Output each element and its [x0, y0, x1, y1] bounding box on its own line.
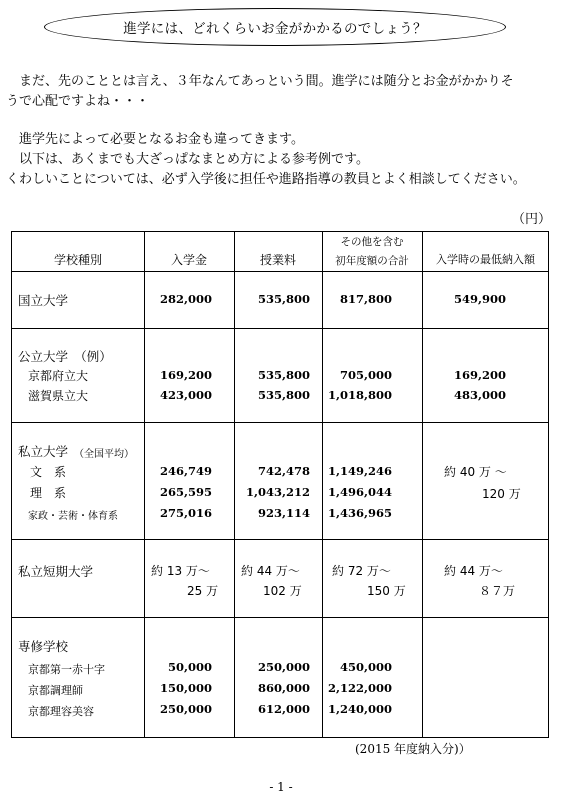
vocational-row-1-tuition: 250,000: [257, 660, 310, 674]
vocational-row-3-admission: 250,000: [159, 702, 212, 716]
column-divider: [422, 232, 423, 737]
intro-paragraph-1-line-2: うで心配ですよね・・・: [6, 94, 150, 109]
vocational-row-1-label: 京都第一赤十字: [28, 663, 105, 676]
header-total-line-2: 初年度額の合計: [335, 255, 409, 267]
header-admission: 入学金: [170, 253, 207, 267]
private-row-1-admission: 246,749: [159, 464, 212, 478]
private-row-1-total: 1,149,246: [327, 464, 392, 478]
row-divider: [12, 617, 548, 618]
public-row-1-tuition: 535,800: [257, 368, 310, 382]
private-row-3-tuition: 923,114: [257, 506, 310, 520]
row-divider: [12, 539, 548, 540]
vocational-row-2-tuition: 860,000: [257, 681, 310, 695]
junior-tuition-line-2: 102 万: [263, 584, 302, 598]
page-number: - 1 -: [269, 780, 293, 794]
vocational-row-3-tuition: 612,000: [257, 702, 310, 716]
column-divider: [322, 232, 323, 737]
private-row-1-label: 文 系: [30, 465, 67, 479]
junior-admission-line-1: 約 13 万～: [151, 564, 210, 578]
national-total: 817,800: [339, 292, 392, 306]
national-minimum: 549,900: [453, 292, 506, 306]
vocational-row-3-total: 1,240,000: [327, 702, 392, 716]
public-row-1-total: 705,000: [339, 368, 392, 382]
cost-table: [11, 231, 549, 738]
public-row-2-total: 1,018,800: [327, 388, 392, 402]
private-row-2-tuition: 1,043,212: [245, 485, 310, 499]
row-vocational-label: 専修学校: [18, 639, 69, 654]
fiscal-year-note: (2015 年度納入分)）: [355, 742, 471, 756]
private-row-2-admission: 265,595: [159, 485, 212, 499]
junior-total-line-1: 約 72 万～: [332, 564, 391, 578]
private-row-3-label: 家政・芸術・体育系: [28, 511, 118, 522]
junior-total-line-2: 150 万: [367, 584, 406, 598]
intro-paragraph-1-line-1: まだ、先のこととは言え、３年なんてあっという間。進学には随分とお金がかかりそ: [6, 74, 514, 89]
row-public-label: 公立大学 （例）: [18, 349, 112, 364]
public-row-1-label: 京都府立大: [28, 369, 89, 383]
public-row-2-label: 滋賀県立大: [28, 389, 89, 403]
row-private-label: 私立大学: [18, 444, 69, 459]
junior-tuition-line-1: 約 44 万～: [241, 564, 300, 578]
national-admission: 282,000: [159, 292, 212, 306]
public-row-2-admission: 423,000: [159, 388, 212, 402]
row-national-label: 国立大学: [18, 293, 69, 308]
vocational-row-2-total: 2,122,000: [327, 681, 392, 695]
private-row-2-label: 理 系: [30, 486, 67, 500]
intro-paragraph-2-line-2: 以下は、あくまでも大ざっぱなまとめ方による参考例です。: [6, 152, 369, 167]
intro-paragraph-2-line-3: くわしいことについては、必ず入学後に担任や進路指導の教員とよく相談してください。: [6, 172, 526, 187]
private-minimum-line-1: 約 40 万 ～: [444, 465, 507, 479]
vocational-row-2-admission: 150,000: [159, 681, 212, 695]
vocational-row-3-label: 京都理容美容: [28, 705, 94, 718]
junior-minimum-line-1: 約 44 万～: [444, 564, 503, 578]
public-row-2-minimum: 483,000: [453, 388, 506, 402]
header-school-type: 学校種別: [53, 253, 102, 267]
private-row-1-tuition: 742,478: [257, 464, 310, 478]
junior-minimum-line-2: ８７万: [479, 584, 516, 598]
private-minimum-line-2: 120 万: [482, 487, 521, 501]
public-row-1-admission: 169,200: [159, 368, 212, 382]
public-row-2-tuition: 535,800: [257, 388, 310, 402]
vocational-row-1-total: 450,000: [339, 660, 392, 674]
row-divider: [12, 422, 548, 423]
intro-paragraph-2-line-1: 進学先によって必要となるお金も違ってきます。: [6, 132, 304, 147]
private-row-2-total: 1,496,044: [327, 485, 392, 499]
row-junior-college-label: 私立短期大学: [18, 564, 94, 579]
header-minimum: 入学時の最低納入額: [436, 253, 535, 266]
junior-admission-line-2: 25 万: [187, 584, 219, 598]
unit-label: （円）: [512, 212, 552, 227]
national-tuition: 535,800: [257, 292, 310, 306]
private-row-3-total: 1,436,965: [327, 506, 392, 520]
vocational-row-1-admission: 50,000: [167, 660, 212, 674]
private-row-3-admission: 275,016: [159, 506, 212, 520]
public-row-1-minimum: 169,200: [453, 368, 506, 382]
header-total-line-1: その他を含む: [340, 236, 404, 248]
row-divider: [12, 271, 548, 272]
private-label-note: （全国平均）: [74, 449, 134, 460]
column-divider: [234, 232, 235, 737]
row-divider: [12, 328, 548, 329]
header-tuition: 授業料: [259, 253, 296, 267]
page-title: 進学には、どれくらいお金がかかるのでしょう？: [44, 8, 506, 46]
column-divider: [144, 232, 145, 737]
vocational-row-2-label: 京都調理師: [28, 684, 83, 697]
